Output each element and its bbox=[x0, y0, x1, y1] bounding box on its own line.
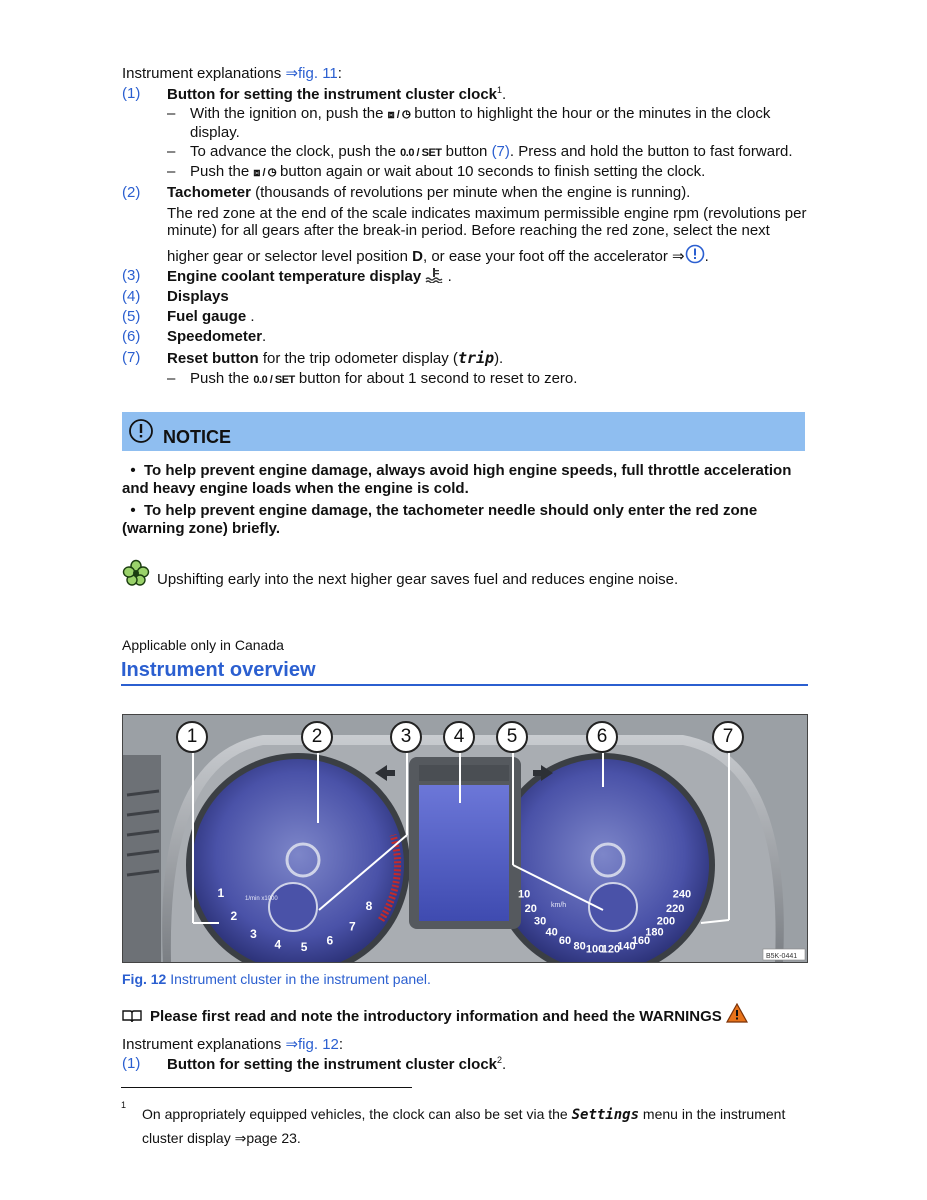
read-warnings-line: Please first read and note the introductory information and heed the WARNINGS bbox=[122, 1003, 748, 1025]
speed-tick-label: 140 bbox=[617, 940, 636, 953]
clock-step-a: With the ignition on, push the ⧈ / ◷ button to highlight the hour or the minutes in the clock display. bbox=[190, 105, 771, 141]
item-fuel-gauge: Fuel gauge . bbox=[167, 308, 255, 325]
arrow-icon: ⇒ bbox=[285, 65, 299, 82]
tachometer-paragraph-end: higher gear or selector level position D, or ease your foot off the accelerator ⇒ . bbox=[167, 244, 709, 265]
item-number: (6) bbox=[122, 328, 141, 345]
callout-2: 2 bbox=[301, 721, 333, 753]
page-23-link[interactable]: page 23. bbox=[246, 1130, 301, 1146]
instrument-cluster-figure bbox=[122, 714, 808, 963]
item-tachometer: Tachometer (thousands of revolutions per minute when the engine is running). bbox=[167, 184, 691, 201]
speed-tick-label: 60 bbox=[558, 934, 572, 947]
tachometer-paragraph: The red zone at the end of the scale indicates maximum permissible engine rpm (revolutions per minute) for all gears after the break-in period. Before reaching the red zone, select the next bbox=[167, 205, 807, 239]
reset-set-icon: 0.0 / SET bbox=[400, 147, 442, 159]
notice-title: NOTICE bbox=[163, 427, 232, 447]
speed-tick-label: 200 bbox=[656, 915, 676, 928]
notice-item: • To help prevent engine damage, always avoid high engine speeds, full throttle acceleration and heavy engine loads when the engine is cold. bbox=[122, 462, 792, 497]
callout-5: 5 bbox=[496, 721, 528, 753]
speed-unit-label: km/h bbox=[551, 902, 567, 909]
tach-unit-label: 1/min x1000 bbox=[245, 896, 278, 902]
callout-6: 6 bbox=[586, 721, 618, 753]
speed-tick-label: 80 bbox=[573, 940, 586, 953]
figure-caption: Fig. 12 Instrument cluster in the instrument panel. bbox=[122, 971, 431, 987]
warning-triangle-icon[interactable] bbox=[726, 1003, 748, 1023]
speed-tick-label: 100 bbox=[585, 943, 605, 956]
item-coolant: Engine coolant temperature display . bbox=[167, 268, 452, 285]
tach-tick-label: 1 bbox=[217, 886, 225, 900]
tach-tick-label: 2 bbox=[230, 909, 238, 924]
speed-tick-label: 120 bbox=[601, 943, 621, 956]
item-number: (4) bbox=[122, 288, 141, 305]
tach-tick-label: 7 bbox=[348, 919, 356, 934]
footnote-number: 1 bbox=[121, 1100, 127, 1110]
speed-tick-label: 30 bbox=[533, 915, 547, 928]
speed-tick-label: 180 bbox=[645, 926, 664, 939]
item-number: (2) bbox=[122, 184, 141, 201]
footnote-rule bbox=[121, 1087, 412, 1088]
notice-icon bbox=[128, 418, 154, 444]
item-number: (1) bbox=[122, 85, 141, 102]
coolant-temperature-icon bbox=[425, 267, 443, 283]
clock-step-c: Push the ⧈ / ◷ button again or wait about 10 seconds to finish setting the clock. bbox=[190, 163, 706, 180]
callout-3: 3 bbox=[390, 721, 422, 753]
speed-tick-label: 40 bbox=[545, 926, 558, 939]
speed-tick-label: 160 bbox=[631, 934, 651, 947]
tach-tick-label: 4 bbox=[274, 937, 282, 952]
speed-tick-label: 240 bbox=[672, 888, 692, 901]
footnote-text: On appropriately equipped vehicles, the clock can also be set via the Settings menu in the instrument cluster display ⇒page 23. bbox=[142, 1106, 786, 1146]
clock-set-icon: ⧈ / ◷ bbox=[253, 167, 276, 179]
reset-step: Push the 0.0 / SET button for about 1 second to reset to zero. bbox=[190, 370, 578, 387]
dash: – bbox=[167, 163, 176, 180]
item-number: (7) bbox=[122, 349, 141, 366]
fig-11-link[interactable]: fig. 11 bbox=[298, 65, 338, 82]
clock-set-icon: ⧈ / ◷ bbox=[387, 109, 411, 121]
instrument-cluster-illustration bbox=[123, 715, 807, 962]
speed-tick-label: 10 bbox=[517, 888, 531, 901]
item-reset-button: Reset button for the trip odometer display (trip). bbox=[167, 349, 504, 367]
applicability-note: Applicable only in Canada bbox=[122, 637, 284, 653]
dash: – bbox=[167, 105, 176, 122]
callout-4: 4 bbox=[443, 721, 475, 753]
speed-tick-label: 220 bbox=[666, 903, 685, 915]
speed-tick-label: 20 bbox=[524, 903, 537, 915]
tach-tick-label: 6 bbox=[326, 933, 334, 948]
fig-12-link[interactable]: fig. 12 bbox=[298, 1036, 339, 1053]
item-clock-button: Button for setting the instrument cluster clock$^1$. bbox=[167, 85, 507, 103]
tach-tick-label: 8 bbox=[365, 899, 373, 913]
callout-7: 7 bbox=[712, 721, 744, 753]
section-heading: Instrument overview bbox=[121, 659, 316, 681]
notice-item: • To help prevent engine damage, the tachometer needle should only enter the red zone (warning zone) briefly. bbox=[122, 502, 758, 537]
footnote-ref[interactable]: 2 bbox=[497, 1055, 503, 1065]
notice-icon[interactable] bbox=[685, 244, 705, 264]
heading-rule bbox=[121, 684, 808, 686]
tach-tick-label: 3 bbox=[250, 926, 257, 941]
item-speedometer: Speedometer. bbox=[167, 328, 267, 345]
footnote-ref[interactable]: 1 bbox=[497, 85, 503, 95]
dash: – bbox=[167, 370, 176, 387]
instrument-explanations-intro: Instrument explanations ⇒fig. 11: bbox=[122, 65, 342, 82]
clock-step-b: To advance the clock, push the 0.0 / SET button (7). Press and hold the button to fast forward. bbox=[190, 143, 793, 160]
environment-flower-icon bbox=[122, 559, 150, 587]
notice-banner bbox=[122, 412, 805, 451]
figure-code: B5K-0441 bbox=[766, 953, 798, 960]
item-7-link[interactable]: (7) bbox=[491, 143, 510, 160]
reset-set-icon: 0.0 / SET bbox=[253, 374, 295, 386]
dash: – bbox=[167, 143, 176, 160]
arrow-icon: ⇒ bbox=[285, 1036, 299, 1053]
item-number: (1) bbox=[122, 1055, 141, 1072]
instrument-explanations-intro-2: Instrument explanations ⇒fig. 12: bbox=[122, 1036, 344, 1053]
book-icon bbox=[122, 1009, 142, 1023]
tach-tick-label: 5 bbox=[300, 939, 308, 954]
item-clock-button-2: Button for setting the instrument cluster clock$^2$. bbox=[167, 1055, 507, 1073]
item-number: (3) bbox=[122, 267, 141, 284]
callout-1: 1 bbox=[176, 721, 208, 753]
environment-tip: Upshifting early into the next higher gear saves fuel and reduces engine noise. bbox=[157, 571, 679, 588]
item-number: (5) bbox=[122, 308, 141, 325]
item-displays: Displays bbox=[167, 288, 229, 305]
